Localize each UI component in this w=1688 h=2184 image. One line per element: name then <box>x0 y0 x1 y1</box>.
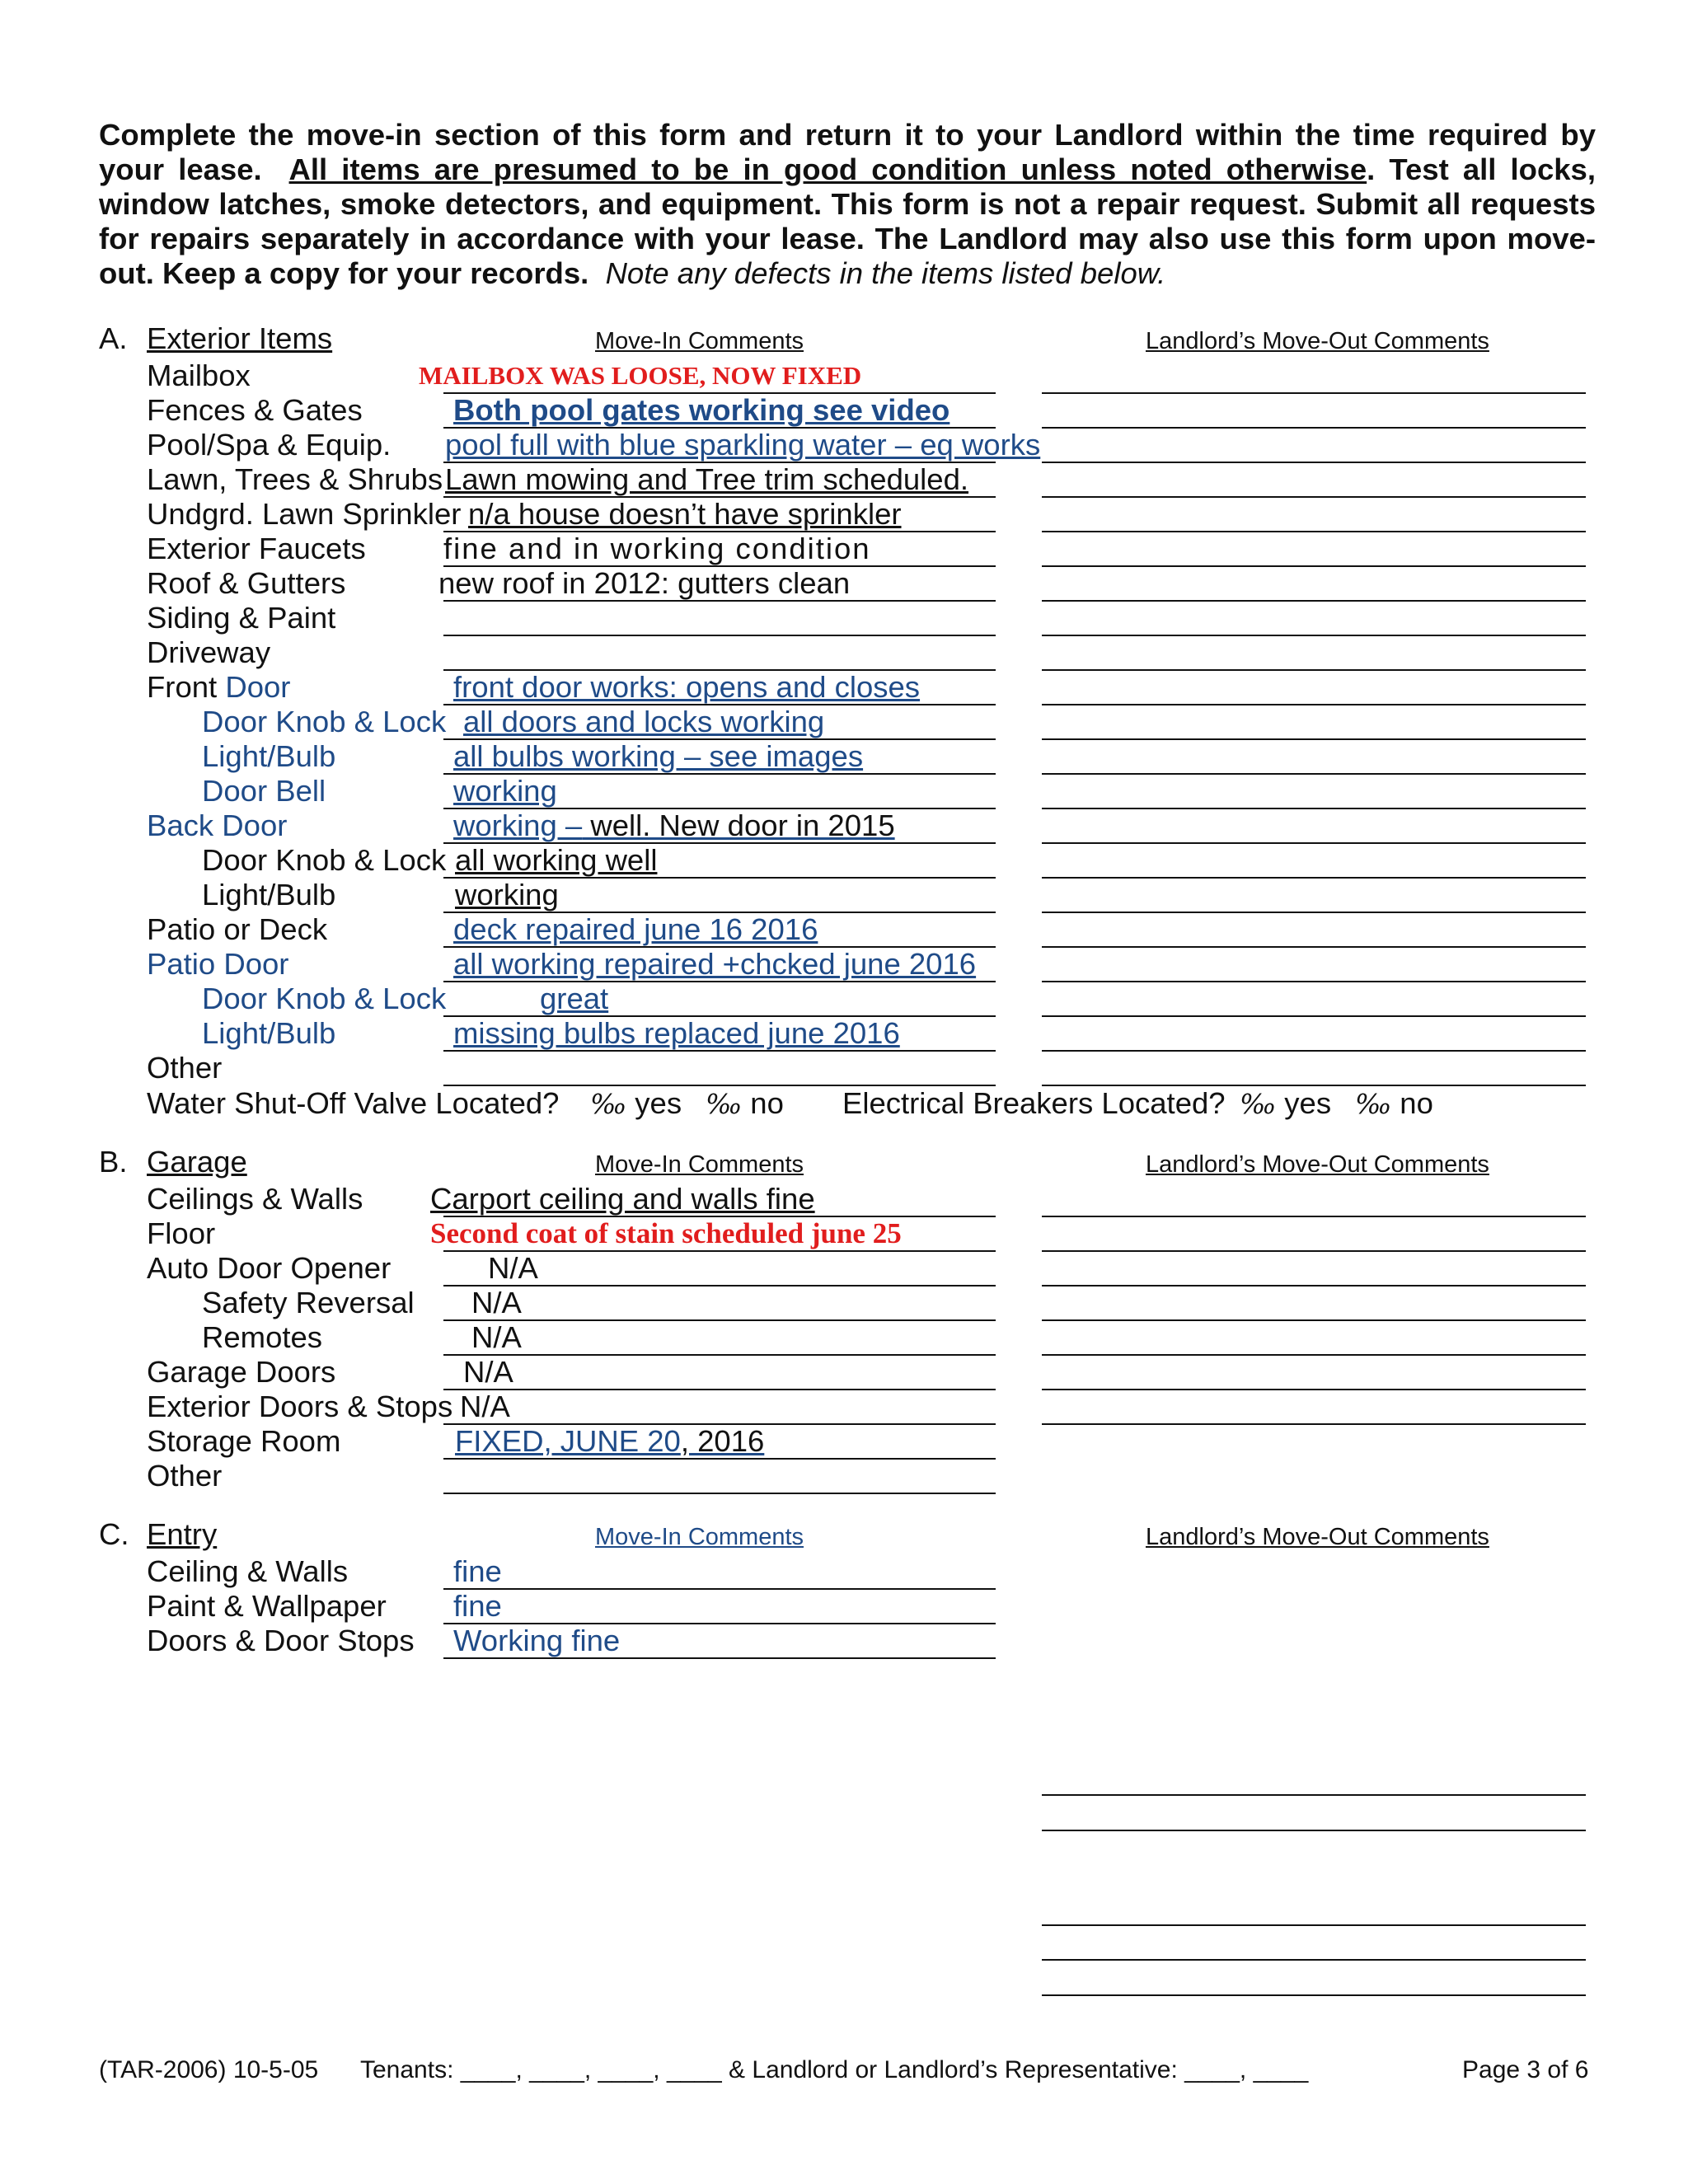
movein-line[interactable] <box>443 1458 996 1460</box>
row-label: Exterior Doors & Stops <box>147 1390 453 1423</box>
moveout-line[interactable] <box>1042 1250 1586 1252</box>
water-no-option[interactable]: ‰ no <box>706 1086 784 1120</box>
movein-comment[interactable]: fine <box>453 1554 502 1588</box>
moveout-line[interactable] <box>1042 1924 1586 1926</box>
moveout-line[interactable] <box>1042 1959 1586 1961</box>
row-label: Fences & Gates <box>147 393 363 427</box>
water-yes-option[interactable]: ‰ yes <box>590 1086 682 1120</box>
movein-line[interactable] <box>443 1493 996 1494</box>
movein-comment[interactable]: N/A <box>488 1251 538 1285</box>
row-label: Undgrd. Lawn Sprinkler <box>147 497 462 531</box>
row-label: Driveway <box>147 635 271 669</box>
movein-comment[interactable]: Working fine <box>453 1624 621 1657</box>
moveout-line[interactable] <box>1042 1216 1586 1217</box>
checkbox-icon[interactable]: ‰ <box>1355 1088 1392 1120</box>
row-label: Other <box>147 1459 223 1493</box>
movein-line[interactable] <box>443 1319 996 1321</box>
moveout-line[interactable] <box>1042 531 1586 532</box>
moveout-line[interactable] <box>1042 427 1586 429</box>
checkbox-icon[interactable]: ‰ <box>706 1088 743 1120</box>
moveout-line[interactable] <box>1042 1994 1586 1996</box>
moveout-line[interactable] <box>1042 1354 1586 1356</box>
movein-comment[interactable]: Lawn mowing and Tree trim scheduled. <box>445 462 969 496</box>
moveout-line[interactable] <box>1042 600 1586 602</box>
water-shutoff-row: Water Shut-Off Valve Located? <box>147 1086 560 1120</box>
row-label: Ceilings & Walls <box>147 1182 363 1216</box>
row-label: Light/Bulb <box>202 739 336 773</box>
movein-line[interactable] <box>443 600 996 602</box>
movein-comment[interactable]: all doors and locks working <box>463 705 825 738</box>
row-label: Remotes <box>202 1320 323 1354</box>
instructions-text: Complete the move-in section of this form and return it to your Landlord within the time required by your lease. <box>99 118 1596 186</box>
row-label: Floor <box>147 1216 216 1250</box>
section-a-heading: A. Exterior Items <box>99 321 333 355</box>
initials-line: Tenants: ____, ____, ____, ____ & Landlord or Landlord’s Representative: ____, ____ <box>360 2056 1309 2083</box>
section-b-movein-header: Move-In Comments <box>595 1151 804 1178</box>
row-label: Door Bell <box>202 774 326 808</box>
row-label: Light/Bulb <box>202 1016 336 1050</box>
row-label: Door Knob & Lock <box>202 982 447 1015</box>
row-label: Patio or Deck <box>147 912 328 946</box>
row-label: Front Door <box>147 670 291 704</box>
row-label: Pool/Spa & Equip. <box>147 428 392 462</box>
moveout-line[interactable] <box>1042 842 1586 844</box>
section-a-moveout-header: Landlord’s Move-Out Comments <box>1146 328 1489 354</box>
movein-comment[interactable]: Carport ceiling and walls fine <box>430 1182 815 1216</box>
movein-comment[interactable]: front door works: opens and closes <box>453 670 921 704</box>
moveout-line[interactable] <box>1042 392 1586 394</box>
movein-line[interactable] <box>443 635 996 636</box>
movein-comment[interactable]: great <box>540 982 609 1015</box>
moveout-line[interactable] <box>1042 565 1586 567</box>
checkbox-icon[interactable]: ‰ <box>590 1088 627 1120</box>
row-label: Patio Door <box>147 947 289 981</box>
section-b-heading: B. Garage <box>99 1145 247 1179</box>
movein-line[interactable] <box>443 1389 996 1390</box>
moveout-line[interactable] <box>1042 773 1586 775</box>
moveout-line[interactable] <box>1042 877 1586 879</box>
moveout-line[interactable] <box>1042 808 1586 809</box>
movein-comment[interactable]: all bulbs working – see images <box>453 739 864 773</box>
section-b-moveout-header: Landlord’s Move-Out Comments <box>1146 1151 1489 1178</box>
movein-comment[interactable]: fine and in working condition <box>443 532 871 565</box>
row-label: Light/Bulb <box>202 878 336 912</box>
moveout-line[interactable] <box>1042 496 1586 498</box>
moveout-line[interactable] <box>1042 1285 1586 1286</box>
section-c-heading: C. Entry <box>99 1517 218 1551</box>
movein-comment[interactable]: N/A <box>471 1320 522 1354</box>
moveout-line[interactable] <box>1042 1423 1586 1425</box>
moveout-line[interactable] <box>1042 981 1586 982</box>
row-label: Storage Room <box>147 1424 341 1458</box>
movein-comment[interactable]: N/A <box>471 1286 522 1319</box>
moveout-line[interactable] <box>1042 1319 1586 1321</box>
movein-comment[interactable]: new roof in 2012: gutters clean <box>438 566 851 600</box>
moveout-line[interactable] <box>1042 912 1586 913</box>
movein-comment[interactable]: all working repaired +chcked june 2016 <box>453 947 977 981</box>
movein-comment[interactable]: deck repaired june 16 2016 <box>453 912 818 946</box>
checkbox-icon[interactable]: ‰ <box>1240 1088 1277 1120</box>
moveout-line[interactable] <box>1042 1015 1586 1017</box>
row-label: Mailbox <box>147 359 251 392</box>
movein-line[interactable] <box>443 981 996 982</box>
movein-comment[interactable]: all working well <box>455 843 658 877</box>
movein-comment[interactable]: working – well. New door in 2015 <box>453 808 895 842</box>
movein-comment[interactable]: N/A <box>460 1390 510 1423</box>
row-label: Auto Door Opener <box>147 1251 392 1285</box>
section-c-moveout-header: Landlord’s Move-Out Comments <box>1146 1524 1489 1550</box>
movein-comment[interactable]: missing bulbs replaced june 2016 <box>453 1016 900 1050</box>
moveout-line[interactable] <box>1042 1794 1586 1796</box>
row-label: Roof & Gutters <box>147 566 346 600</box>
movein-line[interactable] <box>443 1657 996 1659</box>
movein-comment[interactable]: Both pool gates working see video <box>453 393 950 427</box>
row-label: Garage Doors <box>147 1355 336 1389</box>
breakers-yes-option[interactable]: ‰ yes <box>1240 1086 1332 1120</box>
row-label: Siding & Paint <box>147 601 336 635</box>
section-a-movein-header: Move-In Comments <box>595 328 804 354</box>
movein-comment[interactable]: MAILBOX WAS LOOSE, NOW FIXED <box>419 361 862 390</box>
moveout-line[interactable] <box>1042 1050 1586 1052</box>
movein-comment[interactable]: fine <box>453 1589 502 1623</box>
row-label: Paint & Wallpaper <box>147 1589 387 1623</box>
movein-line[interactable] <box>443 1285 996 1286</box>
movein-line[interactable] <box>443 1050 996 1052</box>
movein-line[interactable] <box>443 1354 996 1356</box>
row-label: Door Knob & Lock <box>202 843 447 877</box>
moveout-line[interactable] <box>1042 669 1586 671</box>
page-number: Page 3 of 6 <box>1462 2056 1589 2083</box>
movein-comment[interactable]: working <box>453 774 557 808</box>
movein-comment[interactable]: Second coat of stain scheduled june 25 <box>430 1217 902 1249</box>
instructions-note: Note any defects in the items listed below. <box>605 256 1166 290</box>
section-c-movein-header: Move-In Comments <box>595 1524 804 1550</box>
moveout-line[interactable] <box>1042 462 1586 463</box>
row-label: Safety Reversal <box>202 1286 415 1319</box>
moveout-line[interactable] <box>1042 1830 1586 1831</box>
instructions-text-cont: . Test all locks, window latches, smoke detectors, and equipment. This form is not a repair request. Submit all requests for repairs separately in accordance with your lease. The Landlord may also use this form upon move-out. Keep a copy for your records. <box>99 152 1597 290</box>
moveout-line[interactable] <box>1042 1389 1586 1390</box>
breakers-label: Electrical Breakers Located? <box>842 1086 1226 1120</box>
movein-comment[interactable]: working <box>455 878 559 912</box>
movein-comment[interactable]: N/A <box>463 1355 513 1389</box>
row-label: Doors & Door Stops <box>147 1624 415 1657</box>
movein-comment[interactable]: pool full with blue sparkling water – eq works <box>445 428 1041 462</box>
movein-comment[interactable]: FIXED, JUNE 20, 2016 <box>455 1424 765 1458</box>
instructions-underlined: All items are presumed to be in good condition unless noted otherwise <box>288 152 1367 186</box>
row-label: Back Door <box>147 808 288 842</box>
row-label: Exterior Faucets <box>147 532 366 565</box>
movein-comment[interactable]: n/a house doesn’t have sprinkler <box>468 497 902 531</box>
moveout-line[interactable] <box>1042 704 1586 705</box>
form-number: (TAR-2006) 10-5-05 <box>99 2056 319 2083</box>
moveout-line[interactable] <box>1042 946 1586 948</box>
breakers-no-option[interactable]: ‰ no <box>1355 1086 1433 1120</box>
movein-line[interactable] <box>443 1588 996 1590</box>
instructions-paragraph <box>99 118 1596 291</box>
row-label: Door Knob & Lock <box>202 705 447 738</box>
row-label: Lawn, Trees & Shrubs <box>147 462 443 496</box>
row-label: Ceiling & Walls <box>147 1554 349 1588</box>
moveout-line[interactable] <box>1042 635 1586 636</box>
moveout-line[interactable] <box>1042 738 1586 740</box>
row-label: Other <box>147 1051 223 1085</box>
